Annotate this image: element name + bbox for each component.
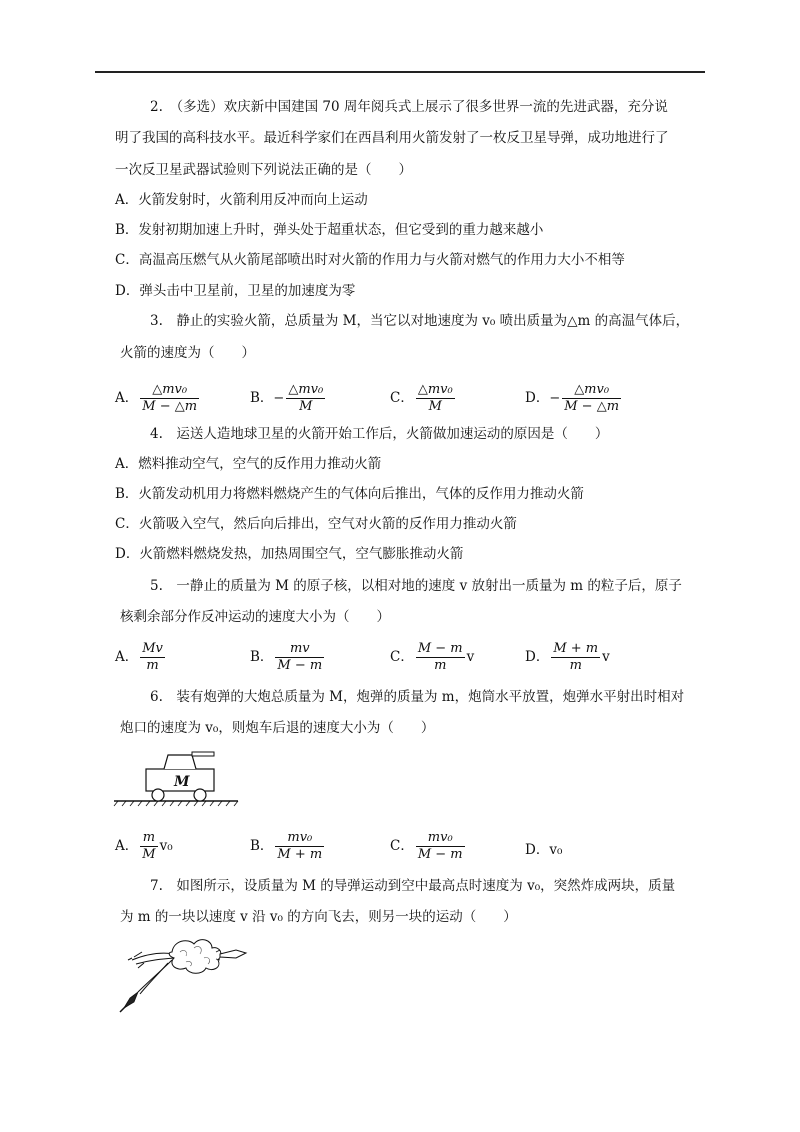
- q3-line2: 火箭的速度为（ ）: [120, 345, 255, 361]
- q4-option-c: C．火箭吸入空气，然后向后排出，空气对火箭的反作用力推动火箭: [115, 516, 517, 532]
- q6-option-c: C． $\frac{\text{mv₀}}{M - m}$: [390, 830, 463, 862]
- q2-line1: 2. （多选）欢庆新中国建国 70 周年阅兵式上展示了很多世界一流的先进武器，充分说: [150, 99, 668, 115]
- q4-option-d: D．火箭燃料燃烧发热，加热周围空气，空气膨胀推动火箭: [115, 546, 464, 562]
- q4-option-a: A．燃料推动空气，空气的反作用力推动火箭: [115, 456, 382, 472]
- q3-option-d: D．− $\frac{\text{△mv₀}}{M - \triangle m}$: [525, 382, 620, 414]
- q5-line1: 5. 一静止的质量为 M 的原子核，以相对地的速度 v 放射出一质量为 m 的粒子后，原子: [150, 578, 682, 594]
- q2-line3: 一次反卫星武器试验则下列说法正确的是（ ）: [115, 162, 412, 178]
- q3-option-c: C． $\frac{\text{△mv₀}}{M}$: [390, 382, 453, 414]
- cannon-mass-label: M: [174, 774, 190, 790]
- cannon-cart-figure: [112, 745, 242, 807]
- q3-option-b: B．− $\frac{\text{△mv₀}}{M}$: [250, 382, 324, 414]
- q5-option-d: D． $\frac{M + m}{m}$ v: [525, 641, 610, 673]
- q3-options: [115, 372, 715, 416]
- q2-option-c: C．高温高压燃气从火箭尾部喷出时对火箭的作用力与火箭对燃气的作用力大小不相等: [115, 252, 625, 268]
- q6-options: [115, 822, 715, 866]
- q5-line2: 核剩余部分作反冲运动的速度大小为（ ）: [120, 609, 390, 625]
- header-rule: [95, 71, 705, 73]
- q6-option-d: D．v₀: [525, 842, 563, 858]
- q2-line2: 明了我国的高科技水平。最近科学家们在西昌利用火箭发射了一枚反卫星导弹，成功地进行了: [115, 130, 669, 146]
- q5-option-a: A． $\frac{Mv}{m}$: [115, 641, 163, 673]
- q7-line2: 为 m 的一块以速度 v 沿 v₀ 的方向飞去，则另一块的运动（ ）: [120, 909, 517, 925]
- q5-options: [115, 633, 715, 677]
- q6-line1: 6. 装有炮弹的大炮总质量为 M，炮弹的质量为 m，炮筒水平放置，炮弹水平射出时相对: [150, 689, 685, 705]
- q3-option-a: A． $\frac{\text{△mv₀}}{M - \triangle m}$: [115, 382, 198, 414]
- q6-option-b: B． $\frac{\text{mv₀}}{M + m}$: [250, 830, 323, 862]
- q6-line2: 炮口的速度为 v₀，则炮车后退的速度大小为（ ）: [120, 720, 435, 736]
- q5-option-b: B． $\frac{mv}{M - m}$: [250, 641, 323, 673]
- q2-option-b: B．发射初期加速上升时，弹头处于超重状态，但它受到的重力越来越小: [115, 222, 544, 238]
- missile-explosion-figure: [112, 930, 252, 1020]
- q4-option-b: B．火箭发动机用力将燃料燃烧产生的气体向后推出，气体的反作用力推动火箭: [115, 486, 584, 502]
- q7-line1: 7. 如图所示，设质量为 M 的导弹运动到空中最高点时速度为 v₀，突然炸成两块，质量: [150, 878, 676, 894]
- q2-option-d: D．弹头击中卫星前，卫星的加速度为零: [115, 283, 356, 299]
- q3-line1: 3. 静止的实验火箭，总质量为 M，当它以对地速度为 v₀ 喷出质量为△m 的高温气体后，: [150, 313, 690, 329]
- q6-option-a: A． $\frac{m}{M}$ v₀: [115, 830, 173, 862]
- q4-line1: 4. 运送人造地球卫星的火箭开始工作后，火箭做加速运动的原因是（ ）: [150, 426, 609, 442]
- q5-option-c: C． $\frac{M - m}{m}$ v: [390, 641, 475, 673]
- q2-option-a: A．火箭发射时，火箭利用反冲而向上运动: [115, 192, 368, 208]
